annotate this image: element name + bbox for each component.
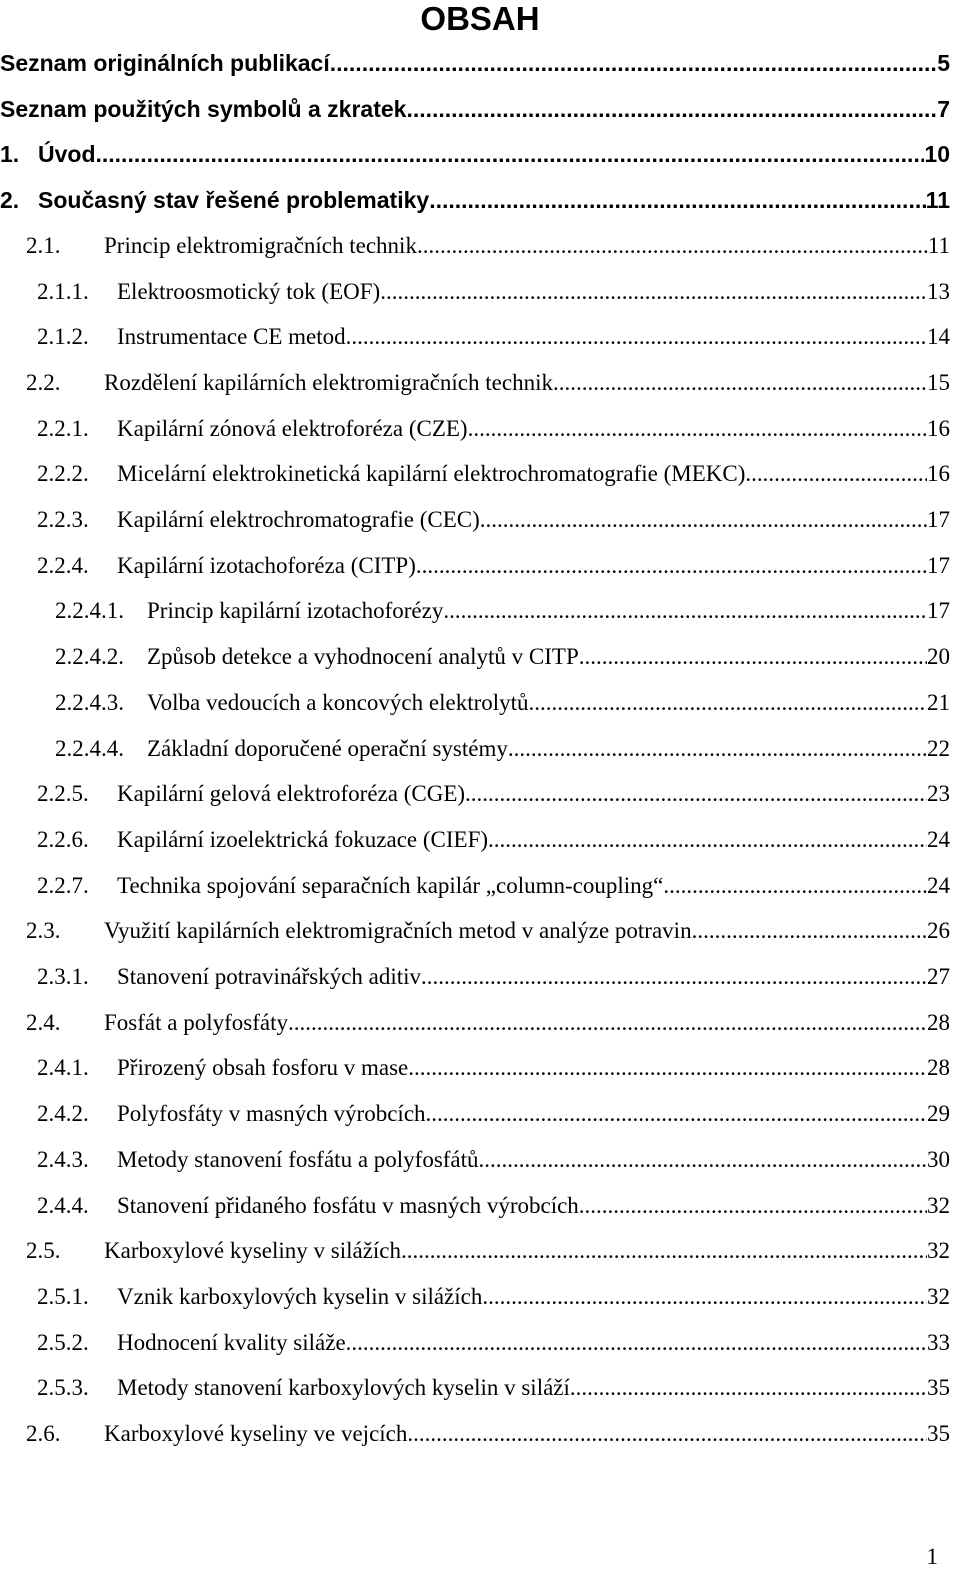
toc-entry-page: 13 [927,278,950,304]
page-title: OBSAH [420,0,540,37]
toc-entry-title: Kapilární elektrochromatografie (CEC) [117,507,480,532]
toc-entry-number: 2.3. [26,918,61,944]
toc-entry[interactable] [37,1330,950,1370]
toc-entry-page: 33 [927,1329,950,1355]
toc-entry-page: 17 [927,552,950,578]
toc-entry-number: 2.5. [26,1238,61,1264]
toc-entry-number: 2.2.4. [37,552,89,578]
toc-entry-page: 17 [927,507,950,532]
toc-entry-title: Princip elektromigračních technik [104,232,417,258]
toc-entry-title: Úvod [38,141,96,168]
toc-dot-leader [288,1010,927,1036]
toc-entry-number: 2.1.1. [37,278,89,304]
toc-dot-leader [429,187,925,214]
toc-entry-page: 32 [927,1238,950,1264]
toc-entry-title: Instrumentace CE metod [117,324,346,350]
toc-entry-number: 2.1.2. [37,324,89,350]
toc-entry-number: 2.5.3. [37,1375,89,1401]
toc-entry-title: Kapilární gelová elektroforéza (CGE) [117,781,466,807]
toc-entry[interactable] [37,1284,950,1324]
toc-entry[interactable] [37,1101,950,1141]
toc-entry-page: 32 [927,1192,950,1218]
toc-entry[interactable] [55,598,950,638]
toc-dot-leader [380,279,927,305]
toc-dot-leader [482,1284,927,1310]
toc-dot-leader [529,690,927,716]
toc-entry-number: 2. [0,187,20,214]
toc-dot-leader [745,461,927,487]
toc-entry-title: Současný stav řešené problematiky [38,187,430,214]
toc-entry-page: 20 [927,644,950,670]
toc-entry[interactable] [26,1238,950,1278]
toc-entry-number: 2.2.4.3. [55,689,124,715]
page-number: 1 [926,1544,938,1569]
toc-entry[interactable] [37,416,950,456]
toc-entry-page: 23 [927,781,950,807]
toc-dot-leader [421,964,927,990]
toc-entry-number: 2.2.2. [37,461,89,487]
toc-dot-leader [692,918,927,944]
toc-entry[interactable] [26,1010,950,1050]
toc-entry[interactable] [37,964,950,1004]
toc-entry-page: 11 [927,232,950,258]
toc-entry-number: 2.2.5. [37,781,89,807]
toc-entry[interactable] [37,781,950,821]
toc-entry-title: Princip kapilární izotachoforézy [147,598,444,624]
toc-entry-page: 16 [927,461,950,487]
toc-entry-number: 2.6. [26,1421,61,1446]
toc-dot-leader [406,96,937,123]
toc-entry[interactable] [55,644,950,684]
toc-dot-leader [480,507,927,533]
toc-entry-page: 17 [927,598,950,624]
toc-entry-number: 2.4. [26,1009,61,1035]
toc-entry-number: 2.2.3. [37,507,89,532]
toc-entry-page: 14 [927,324,950,350]
toc-entry-number: 1. [0,141,20,168]
toc-entry-page: 22 [927,735,950,761]
toc-entry-number: 2.2.1. [37,415,89,441]
toc-dot-leader [417,233,928,259]
toc-dot-leader [426,1101,927,1127]
toc-dot-leader [443,598,927,624]
toc-entry-page: 30 [927,1146,950,1172]
toc-entry[interactable] [37,1375,950,1415]
toc-entry-title: Volba vedoucích a koncových elektrolytů [147,689,529,715]
toc-entry[interactable] [55,690,950,730]
toc-dot-leader [488,827,927,853]
toc-entry-page: 32 [927,1283,950,1309]
toc-entry[interactable] [37,1147,950,1187]
toc-entry-title: Kapilární izotachoforéza (CITP) [117,552,416,578]
toc-entry-title: Rozdělení kapilárních elektromigračních technik [104,369,553,395]
toc-entry[interactable] [37,324,950,364]
toc-entry-title: Způsob detekce a vyhodnocení analytů v CITP [147,644,579,670]
toc-entry-title: Využití kapilárních elektromigračních metod v analýze potravin [104,918,692,944]
toc-entry-page: 28 [927,1055,950,1081]
toc-entry-title: Micelární elektrokinetická kapilární elektrochromatografie (MEKC) [117,461,746,487]
toc-entry-title: Seznam originálních publikací [0,50,330,76]
toc-dot-leader [407,1421,927,1447]
toc-entry[interactable] [37,827,950,867]
toc-entry-number: 2.5.2. [37,1329,89,1355]
toc-dot-leader [416,553,927,579]
toc-entry-page: 35 [927,1375,950,1401]
toc-entry[interactable] [26,370,950,410]
toc-dot-leader [508,736,927,762]
toc-dot-leader [408,1055,927,1081]
toc-dot-leader [479,1147,927,1173]
toc-entry[interactable] [0,187,950,227]
toc-dot-leader [346,324,927,350]
toc-entry[interactable] [37,553,950,593]
toc-entry-page: 5 [937,50,950,76]
toc-entry-title: Kapilární zónová elektroforéza (CZE) [117,415,468,441]
toc-entry-page: 10 [924,141,950,168]
toc-entry-number: 2.3.1. [37,964,89,989]
toc-dot-leader [579,1193,927,1219]
toc-entry-number: 2.2.7. [37,872,89,898]
toc-entry[interactable] [37,507,950,547]
toc-entry-title: Hodnocení kvality siláže [117,1329,346,1355]
toc-entry[interactable] [0,96,950,136]
toc-entry-title: Elektroosmotický tok (EOF) [117,278,381,304]
toc-entry-number: 2.2.4.1. [55,598,124,624]
toc-entry-page: 26 [927,918,950,944]
toc-entry-title: Fosfát a polyfosfáty [104,1009,288,1035]
toc-entry-number: 2.4.1. [37,1055,89,1081]
toc-entry-page: 27 [927,964,950,989]
toc-entry-number: 2.2.4.2. [55,644,124,670]
toc-entry-number: 2.4.2. [37,1101,89,1127]
toc-entry[interactable] [55,736,950,776]
toc-entry-title: Karboxylové kyseliny ve vejcích [104,1421,408,1446]
toc-entry-number: 2.2.4.4. [55,735,124,761]
toc-dot-leader [468,416,927,442]
toc-entry[interactable] [26,918,950,958]
toc-entry-title: Metody stanovení karboxylových kyselin v siláží [117,1375,570,1401]
toc-entry-title: Stanovení přidaného fosfátu v masných výrobcích [117,1192,579,1218]
toc-entry-number: 2.5.1. [37,1283,89,1309]
toc-entry[interactable] [26,233,950,273]
toc-dot-leader [96,141,925,168]
toc-entry-page: 15 [927,369,950,395]
toc-dot-leader [465,781,927,807]
toc-dot-leader [663,873,927,899]
toc-entry[interactable] [26,1421,950,1461]
toc-entry[interactable] [37,873,950,913]
toc-entry-number: 2.1. [26,232,61,258]
toc-entry-title: Technika spojování separačních kapilár „column-coupling“ [117,872,664,898]
toc-entry-number: 2.2.6. [37,826,89,852]
toc-dot-leader [553,370,927,396]
toc-dot-leader [330,50,937,77]
toc-dot-leader [570,1375,927,1401]
toc-entry-title: Karboxylové kyseliny v silážích [104,1238,402,1264]
toc-entry-title: Stanovení potravinářských aditiv [117,964,422,989]
toc-entry-page: 24 [927,872,950,898]
toc-entry-title: Seznam použitých symbolů a zkratek [0,95,407,122]
toc-entry-page: 11 [925,187,950,214]
toc-entry-title: Polyfosfáty v masných výrobcích [117,1101,426,1127]
toc-entry[interactable] [37,1055,950,1095]
toc-entry[interactable] [0,50,950,90]
toc-entry-page: 35 [927,1421,950,1446]
toc-entry-number: 2.4.4. [37,1192,89,1218]
toc-entry-page: 16 [927,415,950,441]
toc-entry[interactable] [37,1193,950,1233]
toc-dot-leader [401,1238,927,1264]
toc-dot-leader [346,1330,927,1356]
toc-entry[interactable] [37,279,950,319]
toc-entry-title: Vznik karboxylových kyselin v silážích [117,1283,483,1309]
toc-entry-title: Metody stanovení fosfátu a polyfosfátů [117,1146,479,1172]
toc-entry-number: 2.2. [26,369,61,395]
toc-entry[interactable] [0,141,950,181]
toc-entry-title: Základní doporučené operační systémy [147,735,508,761]
toc-entry-page: 29 [927,1101,950,1127]
toc-entry-number: 2.4.3. [37,1146,89,1172]
toc-entry-title: Kapilární izoelektrická fokuzace (CIEF) [117,826,489,852]
toc-entry-page: 28 [927,1009,950,1035]
toc-entry-title: Přirozený obsah fosforu v mase [117,1055,409,1081]
toc-entry-page: 21 [927,689,950,715]
toc-entry[interactable] [37,461,950,501]
toc-entry-page: 24 [927,826,950,852]
toc-entry-page: 7 [937,95,950,122]
toc-dot-leader [579,644,927,670]
